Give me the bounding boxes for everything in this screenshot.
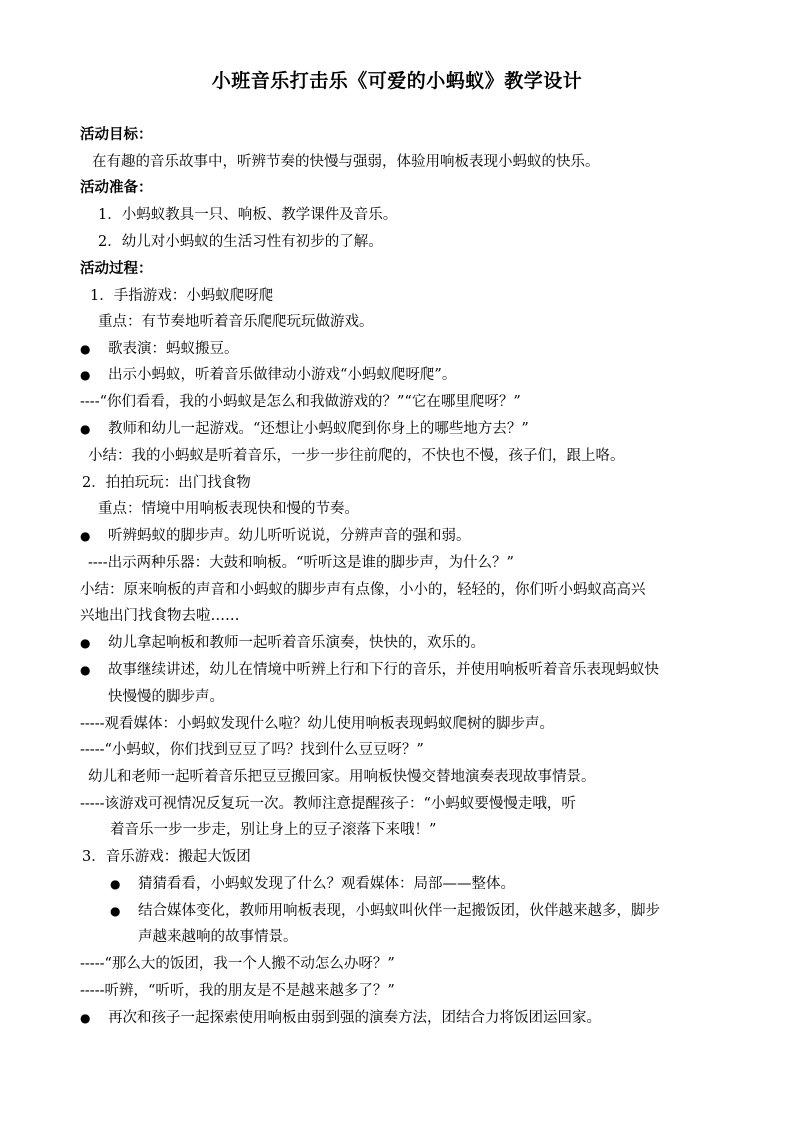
list-item: ● 猜猜看看，小蚂蚁发现了什么？观看媒体：局部——整体。	[110, 871, 750, 897]
section-1-title: 1．手指游戏：小蚂蚁爬呀爬	[90, 288, 274, 304]
list-item: ● 出示小蚂蚁，听着音乐做律动小游戏“小蚂蚁爬呀爬”。	[80, 362, 720, 388]
list-item: ● 歌表演：蚂蚁搬豆。	[80, 336, 720, 362]
list-item-cont: 声越来越响的故事情景。	[138, 929, 298, 945]
summary-line-cont: 兴地出门找食物去啦……	[80, 608, 240, 624]
bullet-icon: ●	[80, 342, 91, 356]
summary-line: 小结：我的小蚂蚁是听着音乐，一步一步往前爬的，不快也不慢，孩子们，跟上咯。	[88, 448, 625, 464]
dialogue-line: -----“小蚂蚁，你们找到豆豆了吗？找到什么豆豆呀？”	[80, 742, 424, 758]
bullet-icon: ●	[80, 663, 91, 677]
dialogue-line: -----听辨，“听听，我的朋友是不是越来越多了？”	[80, 983, 395, 999]
activity-line: 幼儿和老师一起听着音乐把豆豆搬回家。用响板快慢交替地演奏表现故事情景。	[88, 769, 596, 785]
heading-process: 活动过程：	[80, 260, 153, 277]
dialogue-line-cont: 着音乐一步一步走，别让身上的豆子滚落下来哦！”	[110, 822, 437, 838]
dialogue-line: ----“你们看看，我的小蚂蚁是怎么和我做游戏的？”“它在哪里爬呀？”	[80, 394, 521, 410]
list-item-cont: 快慢慢的脚步声。	[108, 689, 224, 705]
section-2-focus: 重点：情境中用响板表现快和慢的节奏。	[98, 501, 359, 517]
bullet-icon: ●	[110, 904, 121, 918]
heading-preparation: 活动准备：	[80, 179, 153, 196]
list-item: ● 听辨蚂蚁的脚步声。幼儿听听说说，分辨声音的强和弱。	[80, 523, 720, 549]
bullet-icon: ●	[80, 1011, 91, 1025]
goal-text: 在有趣的音乐故事中，听辨节奏的快慢与强弱，体验用响板表现小蚂蚁的快乐。	[92, 154, 600, 170]
section-1-focus: 重点：有节奏地听着音乐爬爬玩玩做游戏。	[98, 314, 374, 330]
list-item: ● 教师和幼儿一起游戏。“还想让小蚂蚁爬到你身上的哪些地方去？”	[80, 416, 720, 442]
section-2-title: 2．拍拍玩玩：出门找食物	[82, 475, 251, 491]
bullet-icon: ●	[80, 529, 91, 543]
bullet-icon: ●	[80, 368, 91, 382]
section-3-title: 3．音乐游戏：搬起大饭团	[82, 849, 251, 865]
bullet-icon: ●	[80, 636, 91, 650]
prep-item-2: 2．幼儿对小蚂蚁的生活习性有初步的了解。	[98, 234, 383, 250]
dialogue-line: -----“那么大的饭团，我一个人搬不动怎么办呀？”	[80, 956, 395, 972]
document-title: 小班音乐打击乐《可爱的小蚂蚁》教学设计	[211, 70, 583, 92]
list-item: ● 故事继续讲述，幼儿在情境中听辨上行和下行的音乐，并使用响板听着音乐表现蚂蚁快	[80, 657, 720, 683]
heading-goals: 活动目标：	[80, 126, 153, 143]
bullet-icon: ●	[110, 877, 121, 891]
dialogue-line: -----观看媒体：小蚂蚁发现什么啦？幼儿使用响板表现蚂蚁爬树的脚步声。	[80, 716, 554, 732]
dialogue-line: ----出示两种乐器：大鼓和响板。“听听这是谁的脚步声，为什么？”	[88, 555, 514, 571]
summary-line: 小结：原来响板的声音和小蚂蚁的脚步声有点像，小小的，轻轻的，你们听小蚂蚁高高兴	[80, 582, 646, 598]
list-item: ● 再次和孩子一起探索使用响板由弱到强的演奏方法，团结合力将饭团运回家。	[80, 1005, 720, 1031]
list-item: ● 幼儿拿起响板和教师一起听着音乐演奏，快快的，欢乐的。	[80, 630, 720, 656]
list-item: ● 结合媒体变化，教师用响板表现，小蚂蚁叫伙伴一起搬饭团，伙伴越来越多，脚步	[110, 898, 750, 924]
dialogue-line: -----该游戏可视情况反复玩一次。教师注意提醒孩子：“小蚂蚁要慢慢走哦，听	[80, 796, 576, 812]
bullet-icon: ●	[80, 422, 91, 436]
prep-item-1: 1．小蚂蚁教具一只、响板、教学课件及音乐。	[98, 207, 398, 223]
